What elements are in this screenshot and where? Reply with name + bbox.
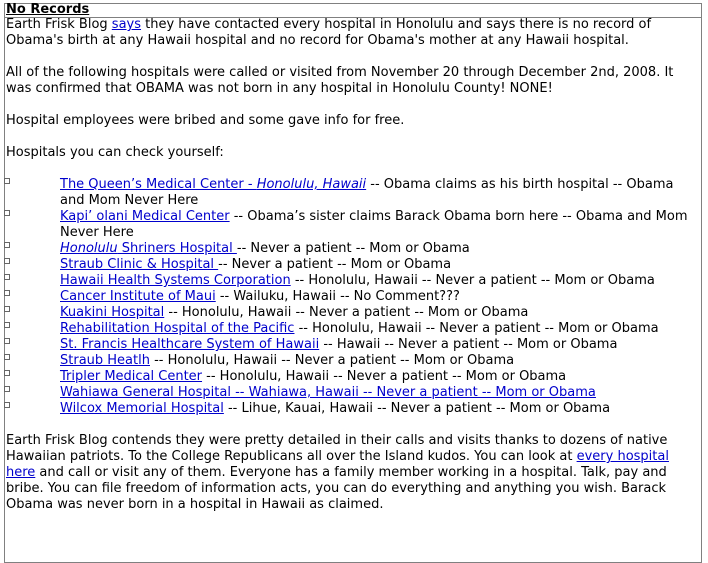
bribery-paragraph: Hospital employees were bribed and some gave info for free. [6,113,405,128]
hospital-note: -- Lihue, Kauai, Hawaii -- Never a patient -- Mom or Obama [223,401,611,416]
hospital-link-st-francis[interactable]: St. Francis Healthcare System of Hawaii [60,337,320,352]
bullet-icon [4,322,10,328]
hospital-note: -- Obama claims as his birth hospital -- Obama and Mom Never Here [60,177,674,208]
bullet-icon [4,210,10,216]
bullet-icon [4,338,10,344]
page-title: No Records [6,2,90,17]
hospital-note: -- Honolulu, Hawaii -- Never a patient -- Mom or Obama [164,305,529,320]
list-item [6,337,696,353]
bullet-icon [4,258,10,264]
article-body [6,17,696,529]
hospital-note: -- Honolulu, Hawaii -- Never a patient -- Mom or Obama [290,273,655,288]
bullet-icon [4,290,10,296]
bullet-icon [4,402,10,408]
closing-text-after: and call or visit any of them. Everyone has a family member working in a hospital. Talk, pay and bribe. You can file freedom of information acts, you can do everything and anything you wish. Barack Obama was never born in a hospital in Hawaii as claimed. [6,465,667,512]
hospital-note: -- Never a patient -- Mom or Obama [218,257,452,272]
hospital-note: -- Hawaii -- Never a patient -- Mom or Obama [319,337,618,352]
hospital-note: -- Wailuku, Hawaii -- No Comment??? [215,289,460,304]
intro-paragraph [6,17,696,49]
closing-paragraph [6,433,696,513]
hospital-link-wilcox[interactable]: Wilcox Memorial Hospital [60,401,224,416]
hospital-link-kuakini[interactable]: Kuakini Hospital [60,305,165,320]
hospital-link-rehab-pacific[interactable]: Rehabilitation Hospital of the Pacific [60,321,295,336]
bullet-icon [4,354,10,360]
list-item [6,353,696,369]
every-hospital-link[interactable]: every hospital here [6,449,669,480]
hospital-link-wahiawa[interactable]: Wahiawa General Hospital -- Wahiawa, Hawaii -- Never a patient -- Mom or Obama [60,385,596,400]
list-item [6,369,696,385]
list-item [6,241,696,257]
intro-rest: they have contacted every hospital in Honolulu and says there is no record of Obama's birth at any Hawaii hospital and no record for Obama's mother at any Hawaii hospital. [6,17,652,48]
hospital-list [6,177,696,417]
list-item [6,209,696,241]
intro-lead: Earth Frisk Blog [6,17,108,32]
hospital-note: -- Honolulu, Hawaii -- Never a patient -- Mom or Obama [202,369,567,384]
list-item [6,273,696,289]
hospital-link-straub-health[interactable]: Straub Heatlh [60,353,150,368]
list-item [6,305,696,321]
hospital-link-cancer-maui[interactable]: Cancer Institute of Maui [60,289,216,304]
hospital-link-tripler[interactable]: Tripler Medical Center [60,369,203,384]
list-item [6,401,696,417]
list-item [6,177,696,209]
says-link[interactable]: says [111,17,142,32]
bullet-icon [4,370,10,376]
hospital-link-shriners[interactable]: Honolulu Shriners Hospital [60,241,237,256]
list-item [6,289,696,305]
list-item [6,321,696,337]
hospital-note: -- Honolulu, Hawaii -- Never a patient -- Mom or Obama [294,321,659,336]
bullet-icon [4,274,10,280]
closing-text-before: Earth Frisk Blog contends they were pretty detailed in their calls and visits thanks to dozens of native Hawaiian patriots. To the College Republicans all over the Island kudos. You can look at [6,433,668,464]
hospital-link-kapiolani[interactable]: Kapi’ olani Medical Center [60,209,230,224]
hospital-note: -- Honolulu, Hawaii -- Never a patient -- Mom or Obama [149,353,515,368]
hospital-note: -- Never a patient -- Mom or Obama [236,241,470,256]
hospital-note: -- Obama’s sister claims Barack Obama born here -- Obama and Mom Never Here [60,209,688,240]
bullet-icon [4,242,10,248]
hospital-link-queens[interactable]: The Queen’s Medical Center - Honolulu, Hawaii [60,177,367,192]
hospital-link-hhsc[interactable]: Hawaii Health Systems Corporation [60,273,291,288]
list-item [6,385,696,401]
bullet-icon [4,306,10,312]
confirmation-paragraph: All of the following hospitals were called or visited from November 20 through December 2nd, 2008. It was confirmed that OBAMA was not born in any hospital in Honolulu County! NONE! [6,65,674,96]
bullet-icon [4,178,10,184]
check-yourself-paragraph: Hospitals you can check yourself: [6,145,224,160]
bullet-icon [4,386,10,392]
hospital-link-straub-clinic[interactable]: Straub Clinic & Hospital [60,257,219,272]
list-item [6,257,696,273]
